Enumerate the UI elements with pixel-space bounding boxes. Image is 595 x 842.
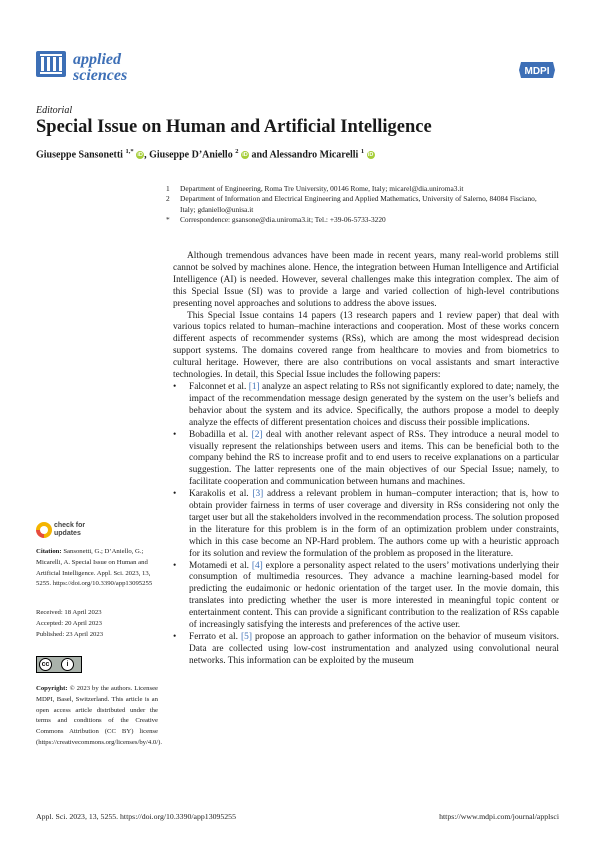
reference-link[interactable]: [3] [252,489,264,500]
affiliations [166,184,546,225]
check-updates-icon [36,522,52,538]
list-item: • Bobadilla et al. [2] deal with another relevant aspect of RSs. They introduce a neural model to visually represent the relationships between users and items. This can be beneficial both to the company behind the RS to increase profit and to end users to receive explanations on a particular suggestion. The latter represents one of the main objectives of our Special Issue; namely, to facilitate cooperation and communication between humans and machines. [173,430,559,490]
paragraph: This Special Issue contains 14 papers (13 research papers and 1 review paper) that deal with various topics related to human–machine interactions and cooperation. Most of these works concern different aspects of recommender systems (RSs), which are among the most widespread decision support systems. The domains covered range from healthcare to movies and from biometrics to cultural heritage. However, there are also contributions on vocal assistants and smart interactive technologies. In detail, this Special Issue includes the following papers: [173,310,559,381]
affiliation-item: 2 Department of Information and Electrical Engineering and Applied Mathematics, University of Salerno, 84084 Fisciano, Italy; gdaniello@unisa.it [166,194,537,214]
reference-link[interactable]: [4] [251,560,263,571]
copyright-notice: Copyright: © 2023 by the authors. Licensee MDPI, Basel, Switzerland. This article is an open access article distributed under the terms and conditions of the Creative Commons Attribution (CC BY) license (https://creativecommons.org/licenses/by/4.0/). [36,685,162,746]
author-name[interactable]: Giuseppe Sansonetti [36,149,123,161]
article-title: Special Issue on Human and Artificial Intelligence [36,117,432,137]
citation: Citation: Sansonetti, G.; D’Aniello, G.; Micarelli, A. Special Issue on Human and Artificial Intelligence. Appl. Sci. 2023, 13, 5255. https://doi.org/10.3390/app13095255 [36,548,153,588]
attribution-icon: i [61,658,74,671]
article-type: Editorial [36,105,73,116]
reference-link[interactable]: [5] [241,632,252,642]
svg-text:MDPI: MDPI [524,66,550,77]
author-list: Giuseppe Sansonetti $^{1,*}$ iD, Giuseppe D’Aniello $^2$ iD and Alessandro Micarelli $^1$ iD [36,148,374,161]
cc-icon: cc [39,658,52,671]
list-item: • Falconnet et al. [1] analyze an aspect relating to RSs not significantly explored to date; namely, the impact of the recommendation message design generated by the system on the user’s beliefs and behavior about the system and its advice. Specifically, the authors propose a model to deeply analyze the effects of different presentation choices and discuss their possible implications. [173,382,559,430]
list-item: • Karakolis et al. [3] address a relevant problem in human–computer interaction; that is, how to obtain provider fairness in terms of user coverage and diversity in RSs considering not only the target user but all the stakeholders involved in the recommendation process. The solution proposed in the literature for this problem is in the form of an optimization problem under constraints, which in this case become an NP-Hard problem. The authors come up with a heuristic approach for its solution and review the formulation of the problem as proposed in the literature. [173,489,559,560]
reference-link[interactable]: [1] [248,381,260,392]
author-name[interactable]: Giuseppe D’Aniello [149,149,233,161]
orcid-icon[interactable]: iD [367,152,374,159]
author-name[interactable]: Alessandro Micarelli [269,149,359,161]
article-body [173,251,559,668]
affiliation-item: 1 Department of Engineering, Roma Tre University, 00146 Rome, Italy; micarel@dia.uniroma3.it [166,184,464,193]
list-item: • Ferrato et al. [5] propose an approach to gather information on the behavior of museum visitors. Data are collected using low-cost instrumentation and analyzed using convolutional neural networks. This information can be exploited by the museum [173,632,559,668]
publication-dates: Received: 18 April 2023 Accepted: 20 April 2023 Published: 23 April 2023 [36,609,104,638]
journal-name: applied sciences [73,51,128,84]
paper-list [173,382,559,668]
cc-by-license-badge[interactable] [36,656,82,673]
journal-url[interactable]: https://www.mdpi.com/journal/applsci [439,812,559,821]
orcid-icon[interactable]: iD [137,152,143,159]
reference-link[interactable]: [2] [251,429,263,440]
list-item: • Motamedi et al. [4] explore a personality aspect related to the users’ motivations underlying their consumption of multimedia resources. They advance a machine learning-based model for predicting the eudaimonic or hedonic orientation of the target user. In the movie domain, this translates into predicting whether the user is more interested in meaningful topic content or entertainment content. This can provide a significant contribution to the realization of RSs capable of increasingly satisfying the interests and preferences of the active user. [173,561,559,632]
footer-citation: Appl. Sci. 2023, 13, 5255. https://doi.org/10.3390/app13095255 [36,812,236,821]
orcid-icon[interactable]: iD [242,152,248,159]
page-footer [36,812,559,821]
mdpi-logo [517,60,557,80]
paragraph: Although tremendous advances have been made in recent years, many real-world problems still cannot be solved by machines alone. Hence, the integration between Human Intelligence and Artificial Intelligence (AI) is needed. However, several challenges make this integration complex. The aim of this Special Issue (SI) was to provide a large and varied collection of high-level contributions presenting novel approaches and solutions to address the above issues. [173,251,559,309]
journal-logo [36,51,66,77]
correspondence: * Correspondence: gsansone@dia.uniroma3.it; Tel.: +39-06-5733-3220 [166,214,386,224]
